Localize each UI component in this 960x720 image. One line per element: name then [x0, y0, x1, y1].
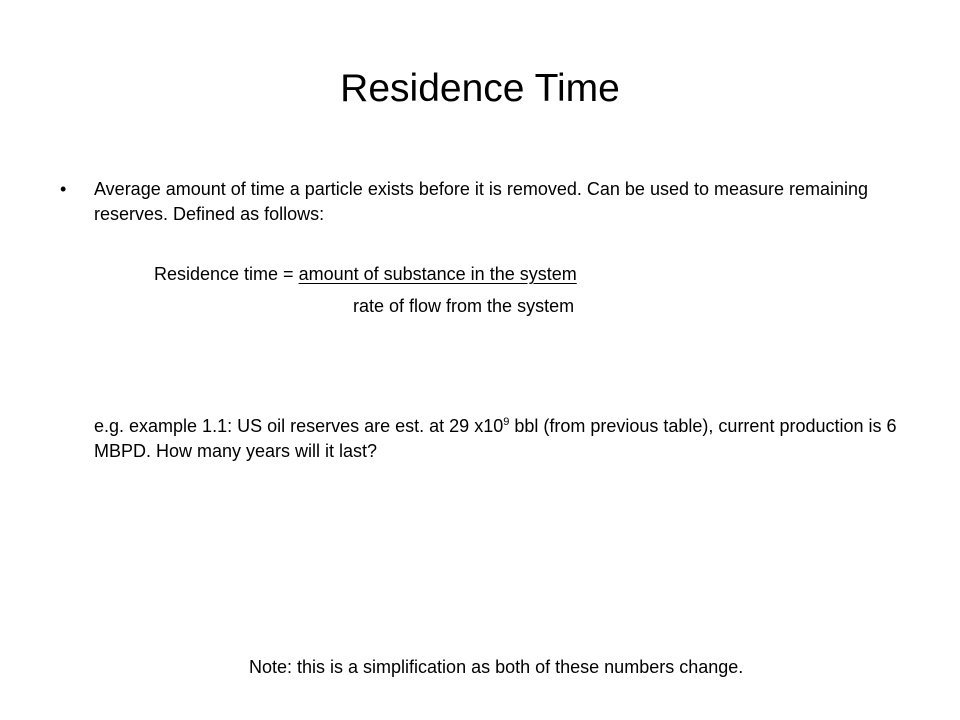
definition-text: Average amount of time a particle exists before it is removed. Can be used to measure remaining reserves. Defined as follows: — [94, 179, 869, 224]
slide-title: Residence Time — [340, 67, 620, 110]
bullet-marker: • — [60, 179, 67, 199]
formula-denominator: rate of flow from the system — [353, 296, 575, 316]
formula-numerator: amount of substance in the system — [298, 264, 577, 284]
example-text-end: bbl (from previous table), current production is 6 MBPD. How many years will it last? — [94, 416, 897, 461]
example-exponent: 9 — [503, 416, 510, 428]
formula-numerator-line — [154, 262, 577, 287]
formula-lhs: Residence time = — [154, 264, 299, 284]
note-text: Note: this is a simplification as both of these numbers change. — [249, 657, 744, 677]
example-text — [94, 414, 914, 464]
example-text-start: e.g. example 1.1: US oil reserves are est. at 29 x10 — [94, 416, 504, 436]
